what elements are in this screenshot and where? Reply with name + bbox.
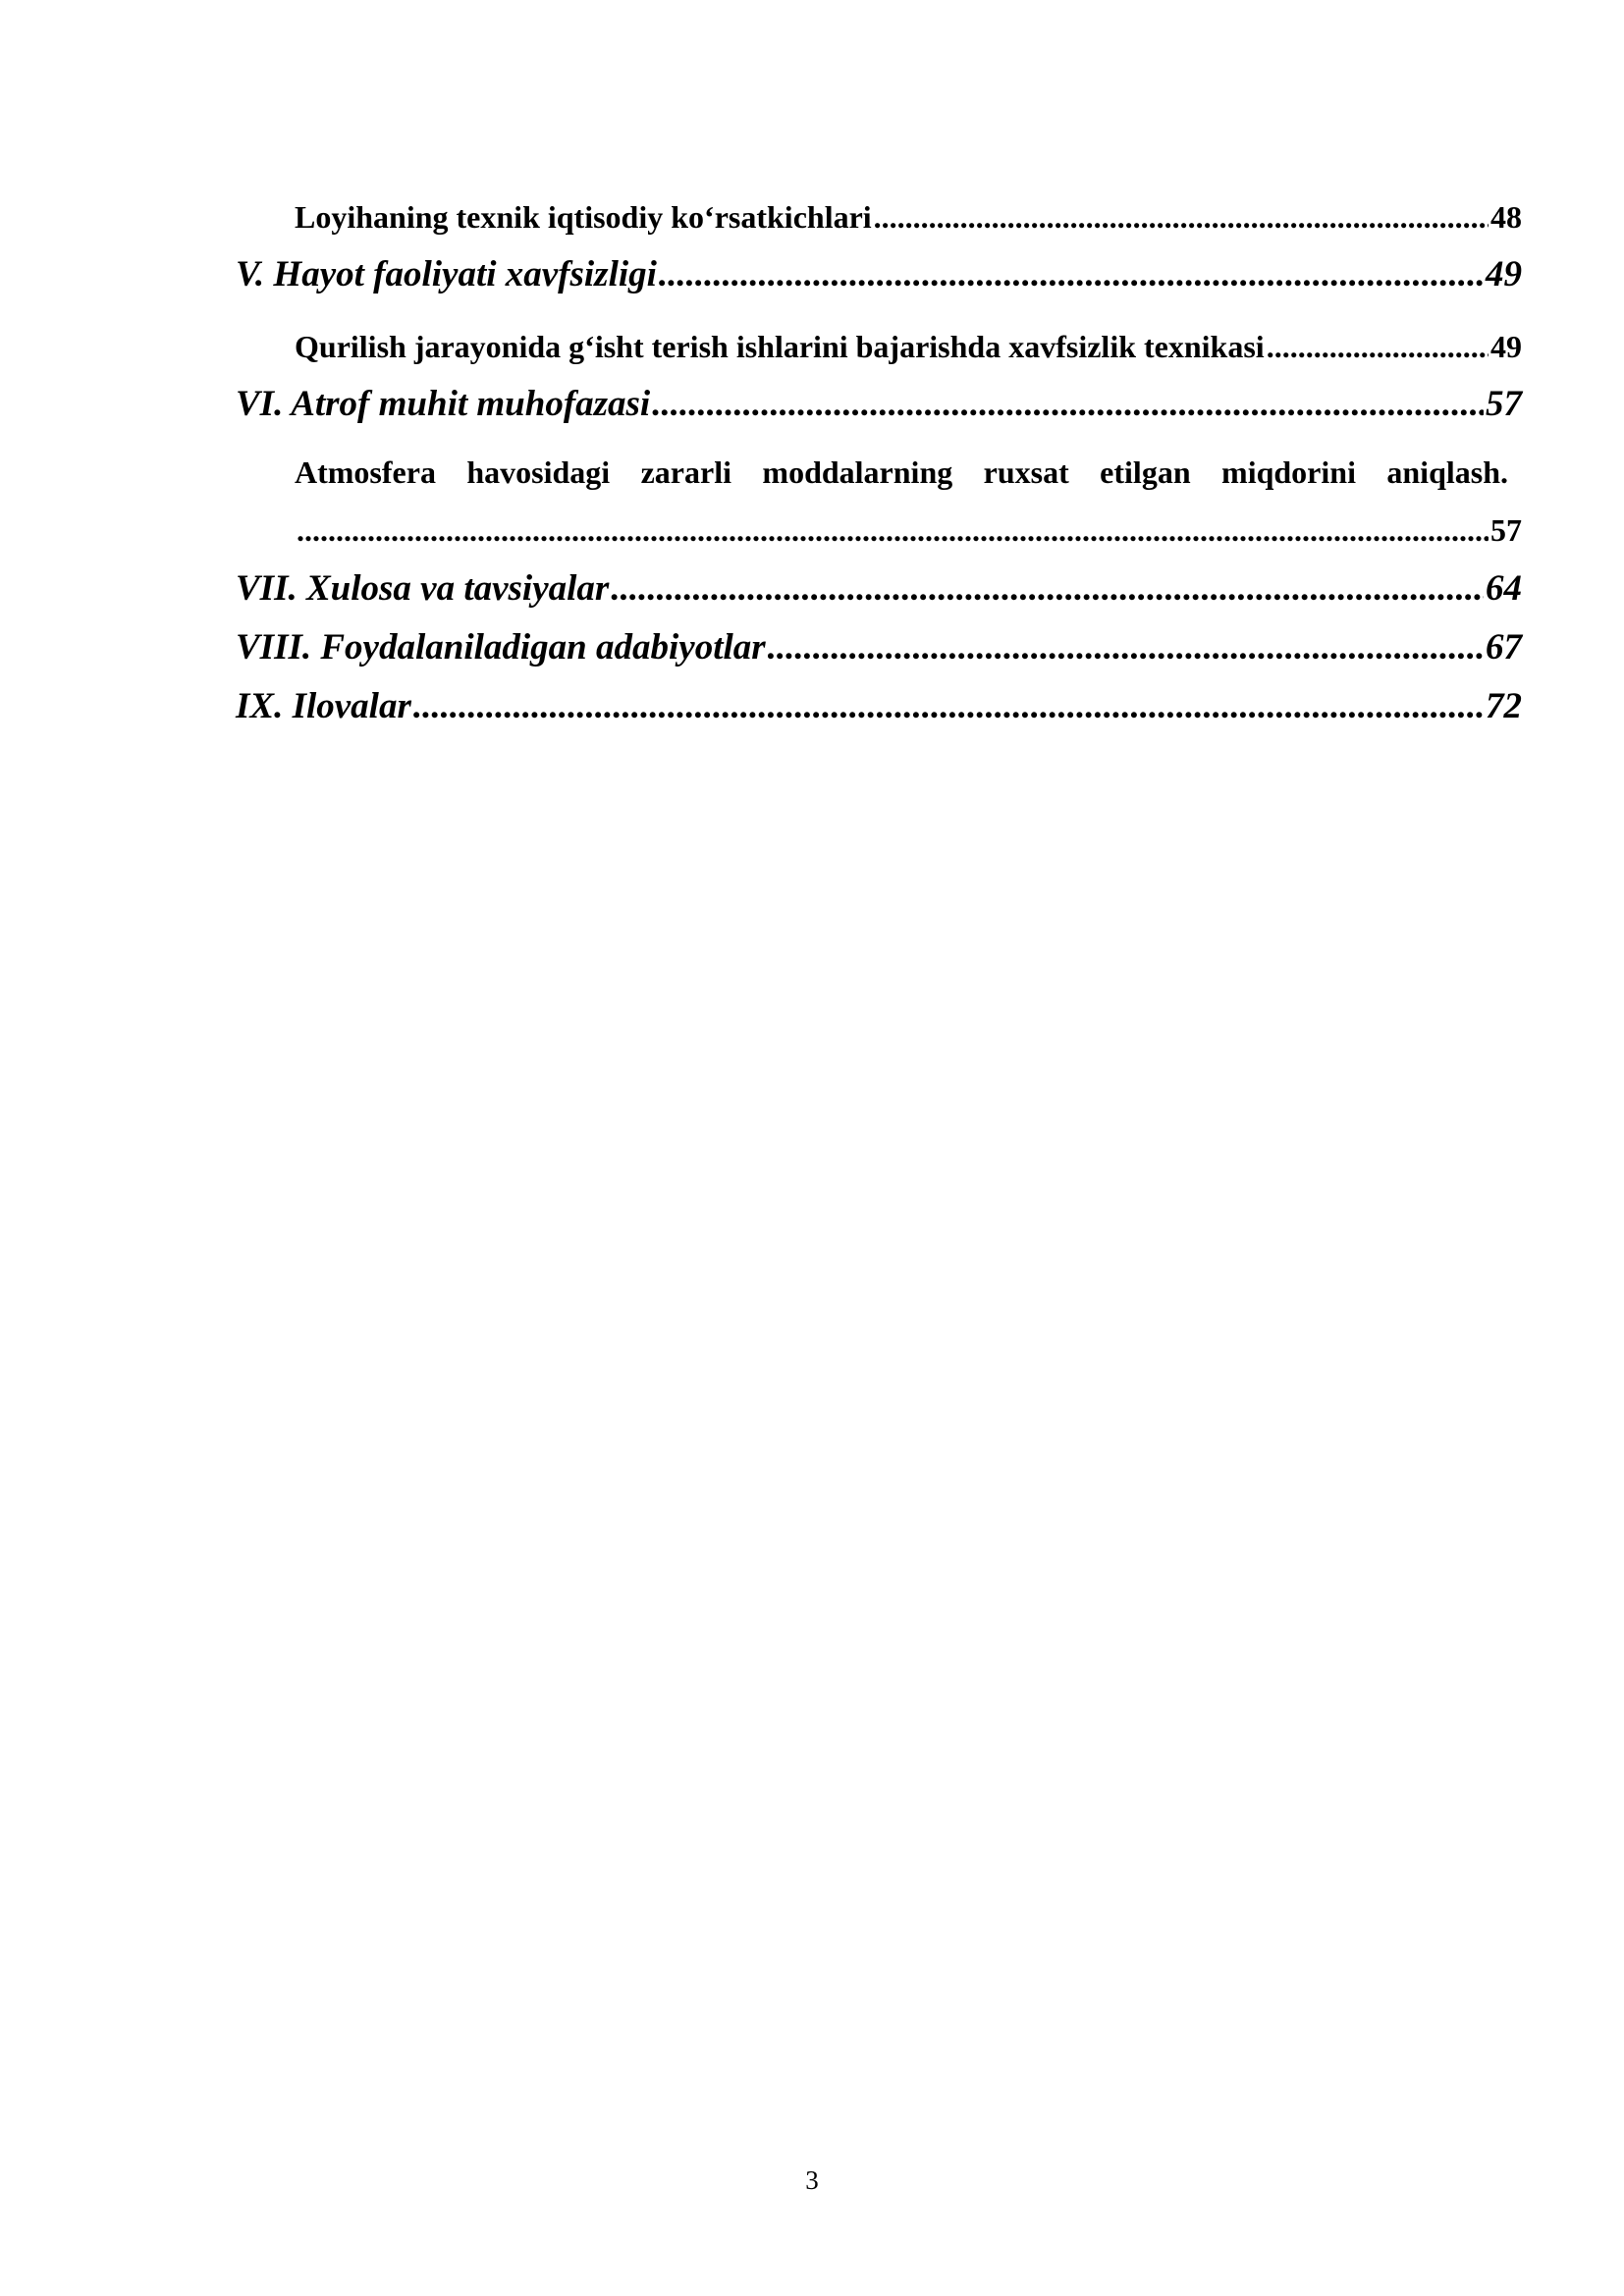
toc-entry[interactable] xyxy=(236,188,1522,245)
dot-leader xyxy=(297,501,1489,560)
toc-entry-page: 72 xyxy=(1486,686,1522,726)
toc-entry-continuation[interactable] xyxy=(236,501,1522,560)
toc-entry-page: 49 xyxy=(1490,329,1522,364)
toc-entry-page: 67 xyxy=(1486,627,1522,667)
toc-entry-page: 64 xyxy=(1486,568,1522,609)
toc-entry[interactable] xyxy=(236,560,1522,618)
toc-entry-title: V. Hayot faoliyati xavfsizligi xyxy=(236,254,657,294)
toc-entry-title: Qurilish jarayonida g‘isht terish ishlarini bajarishda xavfsizlik texnikasi xyxy=(295,329,1265,364)
toc-entry-title: VII. Xulosa va tavsiyalar xyxy=(236,568,610,609)
dot-leader xyxy=(874,188,1489,245)
toc-entry-page: 49 xyxy=(1486,254,1522,294)
dot-leader xyxy=(413,677,1484,736)
toc-entry-title: Loyihaning texnik iqtisodiy ko‘rsatkichlari xyxy=(295,199,872,235)
toc-entry[interactable] xyxy=(236,318,1522,375)
toc-entry-title: VI. Atrof muhit muhofazasi xyxy=(236,384,651,424)
toc-entry[interactable] xyxy=(236,677,1522,736)
dot-leader xyxy=(652,375,1484,434)
dot-leader xyxy=(768,618,1484,677)
page-number: 3 xyxy=(805,2165,819,2195)
toc-entry-title-wrapped[interactable]: Atmosfera havosidagi zararli moddalarning ruxsat etilgan miqdorini aniqlash. xyxy=(295,454,1508,490)
toc-entry[interactable] xyxy=(236,245,1522,304)
dot-leader xyxy=(659,245,1484,304)
toc-entry-page: 57 xyxy=(1490,512,1522,548)
toc-entry-title: IX. Ilovalar xyxy=(236,686,411,726)
table-of-contents xyxy=(236,188,1522,736)
toc-entry[interactable] xyxy=(236,375,1522,434)
toc-entry[interactable] xyxy=(236,618,1522,677)
toc-entry-page: 48 xyxy=(1490,199,1522,235)
dot-leader xyxy=(1267,318,1489,375)
toc-entry-title: VIII. Foydalaniladigan adabiyotlar xyxy=(236,627,766,667)
dot-leader xyxy=(611,560,1484,618)
toc-entry-page: 57 xyxy=(1486,384,1522,424)
